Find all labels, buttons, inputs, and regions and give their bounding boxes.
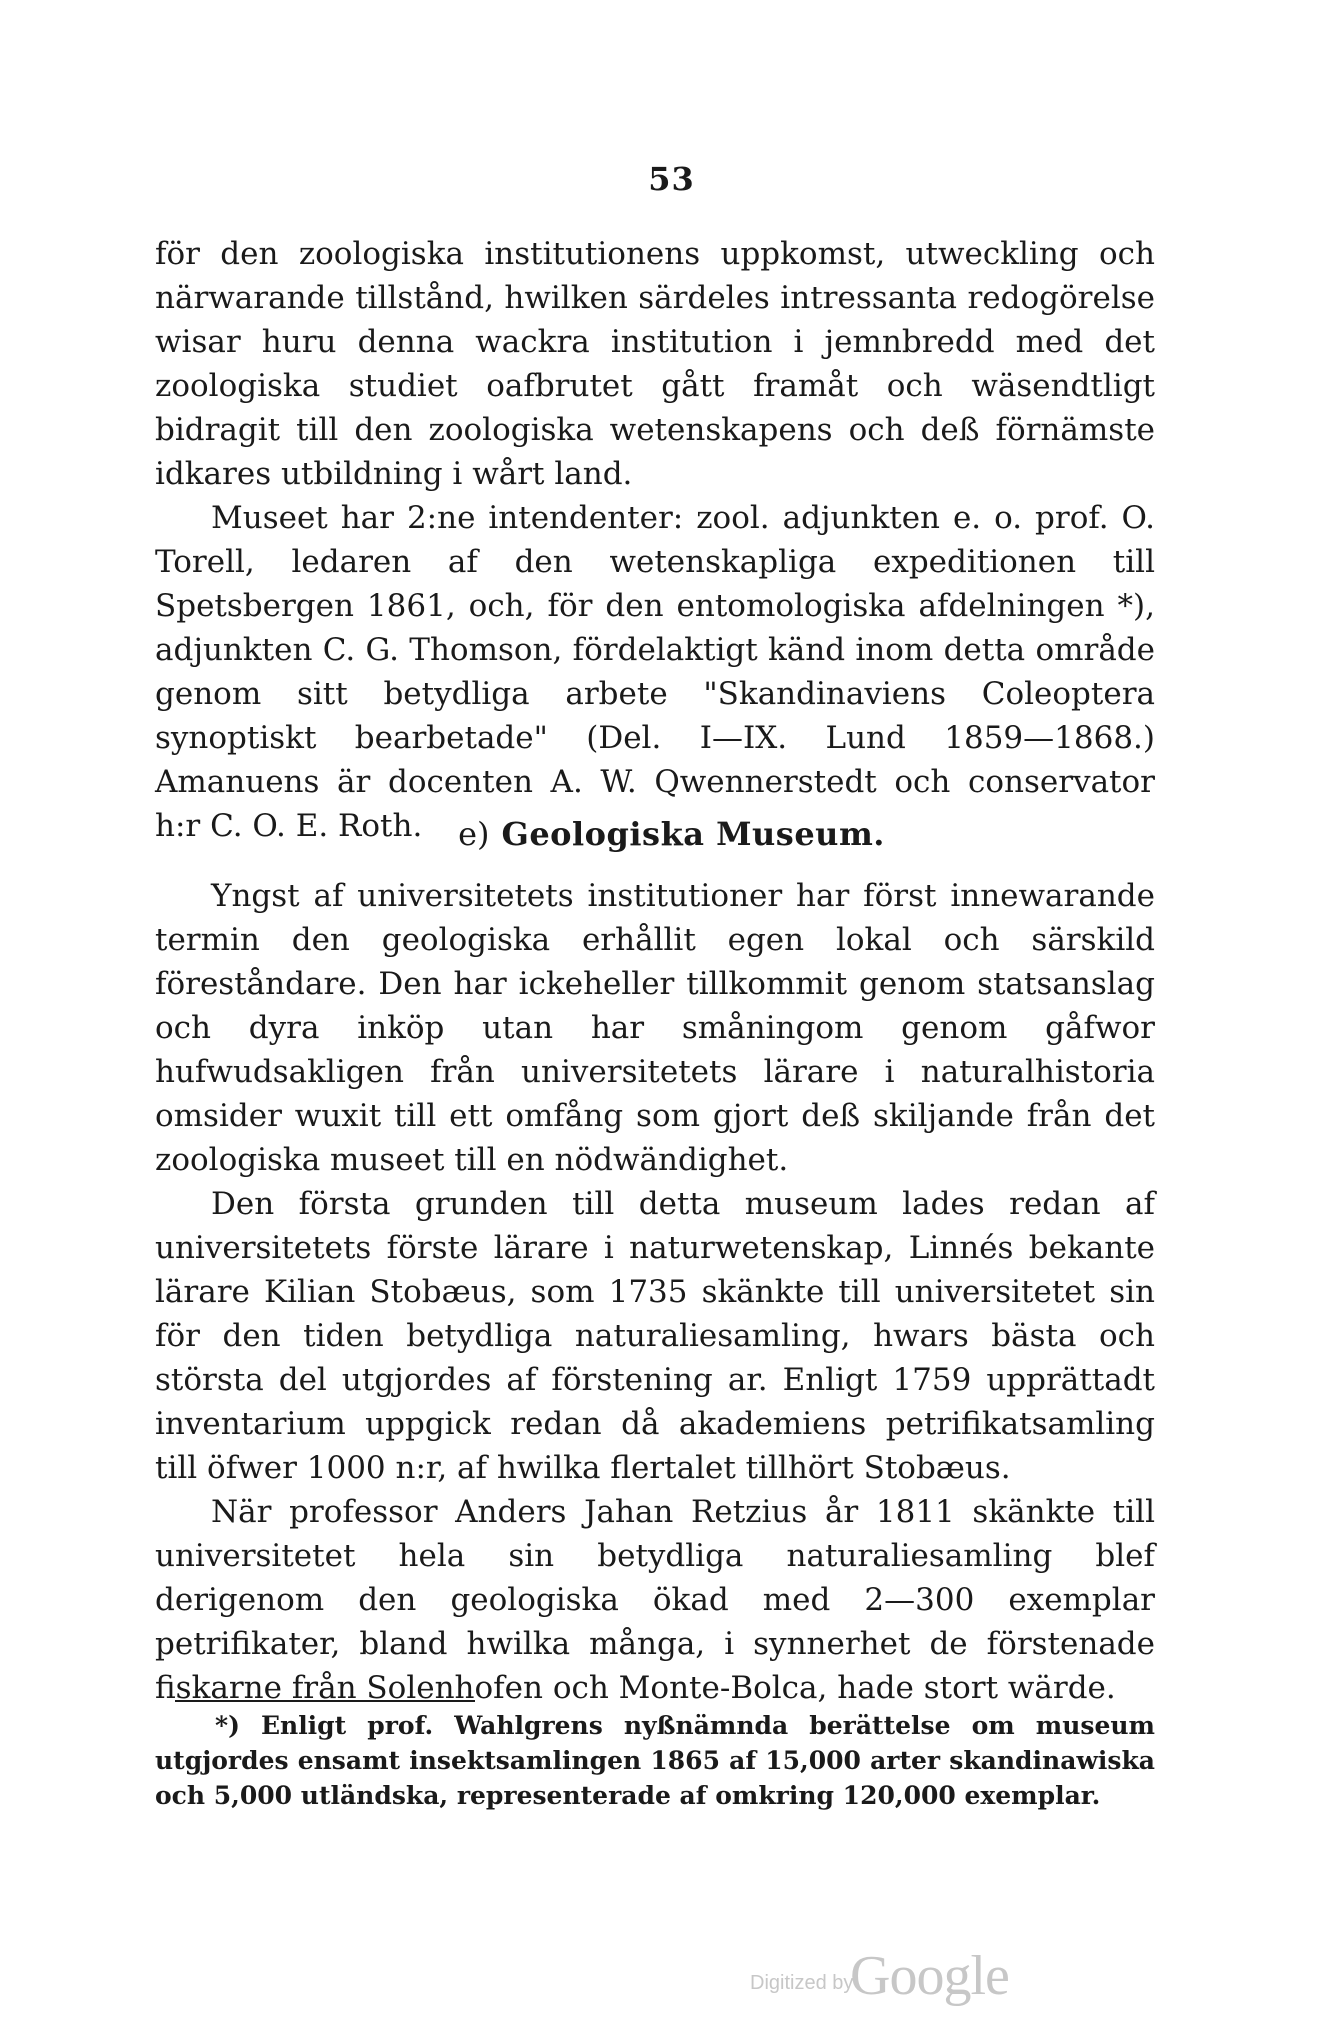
paragraph-museum-staff: Museet har 2:ne intendenter: zool. adjunkten e. o. prof. O. Torell, ledaren af den wetenskapliga expeditionen till Spetsbergen 1861, och, för den entomologiska afdelningen *), adjunkten C. G. Thomson, fördelaktigt känd inom detta område genom sitt betydliga arbete "Skandinaviens Coleoptera synoptiskt bearbetade" (Del. I—IX. Lund 1859—1868.) Amanuens är docenten A. W. Qwennerstedt och conservator h:r C. O. E. Roth. (155, 500, 1155, 844)
body-text-bottom (155, 874, 1155, 1710)
paragraph-geology-intro: Yngst af universitetets institutioner har först innewarande termin den geologiska erhållit egen lokal och särskild föreståndare. Den har ickeheller tillkommit genom statsanslag och dyra inköp utan har småningom genom gåfwor hufwudsakligen från universitetets lärare i naturalhistoria omsider wuxit till ett omfång som gjort deß skiljande från det zoologiska museet till en nödwändighet. (155, 878, 1155, 1178)
digitized-watermark (750, 1944, 1050, 2007)
page-number: 53 (648, 160, 695, 198)
section-title: Geologiska Museum. (501, 815, 885, 853)
paragraph-continuation: för den zoologiska institutionens uppkomst, utweckling och närwarande tillstånd, hwilken särdeles intressanta redogörelse wisar huru denna wackra institution i jemnbredd med det zoologiska studiet oafbrutet gått framåt och wäsendtligt bidragit till den zoologiska wetenskapens och deß förnämste idkares utbildning i wårt land. (155, 236, 1155, 492)
paragraph-first-foundation: Den första grunden till detta museum lades redan af universitetets förste lärare i naturwetenskap, Linnés bekante lärare Kilian Stobæus, som 1735 skänkte till universitetet sin för den tiden betydliga naturaliesamling, hwars bästa och största del utgjordes af förstening ar. Enligt 1759 upprättadt inventarium uppgick redan då akademiens petrifikatsamling till öfwer 1000 n:r, af hwilka flertalet tillhört Stobæus. (155, 1186, 1155, 1486)
google-logo: Google (850, 1945, 1009, 2007)
paragraph-retzius-donation: När professor Anders Jahan Retzius år 1811 skänkte till universitetet hela sin betydliga naturaliesamling blef derigenom den geologiska ökad med 2—300 exemplar petrifikater, bland hwilka många, i synnerhet de förstenade fiskarne från Solenhofen och Monte-Bolca, hade stort wärde. (155, 1494, 1155, 1706)
footnote-divider (175, 1700, 475, 1702)
footnote: *) Enligt prof. Wahlgrens nyßnämnda berättelse om museum utgjordes ensamt insektsamlingen 1865 af 15,000 arter skandinawiska och 5,000 utländska, representerade af omkring 120,000 exemplar. (155, 1711, 1155, 1810)
body-text-top (155, 232, 1155, 848)
section-label: e) (458, 815, 490, 853)
section-heading (0, 812, 1343, 856)
watermark-prefix: Digitized by (750, 1972, 854, 1994)
